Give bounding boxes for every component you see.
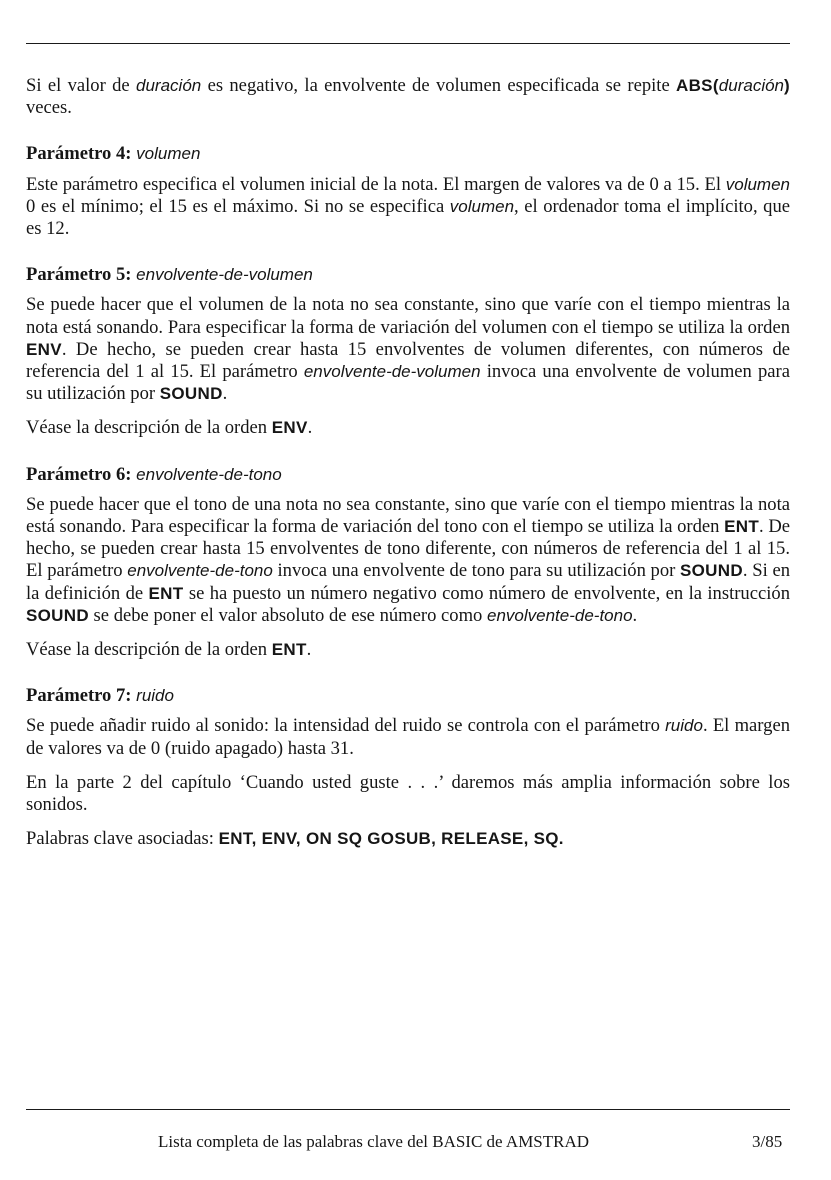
- footer-title: Lista completa de las palabras clave del BASIC de AMSTRAD: [158, 1132, 590, 1151]
- param7-body: Se puede añadir ruido al sonido: la intensidad del ruido se controla con el parámetro ruido. El margen de valores va de 0 (ruido apagado) hasta 31.: [26, 715, 790, 759]
- footer-rule: [26, 1109, 790, 1110]
- param7-heading: Parámetro 7: ruido: [26, 685, 174, 707]
- associated-keywords: Palabras clave asociadas: ENT, ENV, ON SQ GOSUB, RELEASE, SQ.: [26, 828, 564, 850]
- param6-heading: Parámetro 6: envolvente-de-tono: [26, 463, 282, 485]
- page-body: [26, 75, 790, 850]
- param6-see-also: Véase la descripción de la orden ENT.: [26, 639, 312, 661]
- param4-heading: Parámetro 4: volumen: [26, 143, 201, 165]
- sound-note: En la parte 2 del capítulo ‘Cuando usted guste . . .’ daremos más amplia información sobre los sonidos.: [26, 771, 790, 816]
- param5-heading: Parámetro 5: envolvente-de-volumen: [26, 264, 313, 286]
- param4-body: Este parámetro especifica el volumen inicial de la nota. El margen de valores va de 0 a 15. El volumen 0 es el mínimo; el 15 es el máximo. Si no se especifica volumen, el ordenador toma el implícito, que es 12.: [26, 173, 790, 240]
- param6-body: Se puede hacer que el tono de una nota no sea constante, sino que varíe con el tiempo mientras la nota está sonando. Para especificar la forma de variación del tono con el tiempo se utiliza la orden ENT. De hecho, se pueden crear hasta 15 envolventes de tono diferente, con números de referencia del 1 al 15. El parámetro envolvente-de-tono invoca una envolvente de tono para su utilización por SOUND. Si en la definición de ENT se ha puesto un número negativo como número de envolvente, en la instrucción SOUND se debe poner el valor absoluto de ese número como envolvente-de-tono.: [26, 493, 790, 626]
- page-number: 3/85: [752, 1132, 783, 1151]
- header-rule: [26, 43, 790, 44]
- param5-see-also: Véase la descripción de la orden ENV.: [26, 417, 313, 439]
- param5-body: Se puede hacer que el volumen de la nota no sea constante, sino que varíe con el tiempo mientras la nota está sonando. Para especificar la forma de variación del volumen con el tiempo se utiliza la orden ENV. De hecho, se pueden crear hasta 15 envolventes de volumen diferentes, con números de referencia del 1 al 15. El parámetro envolvente-de-volumen invoca una envolvente de volumen para su utilización por SOUND.: [26, 294, 790, 405]
- duracion-paragraph: Si el valor de duración es negativo, la envolvente de volumen especificada se repite ABS(duración) veces.: [26, 75, 790, 119]
